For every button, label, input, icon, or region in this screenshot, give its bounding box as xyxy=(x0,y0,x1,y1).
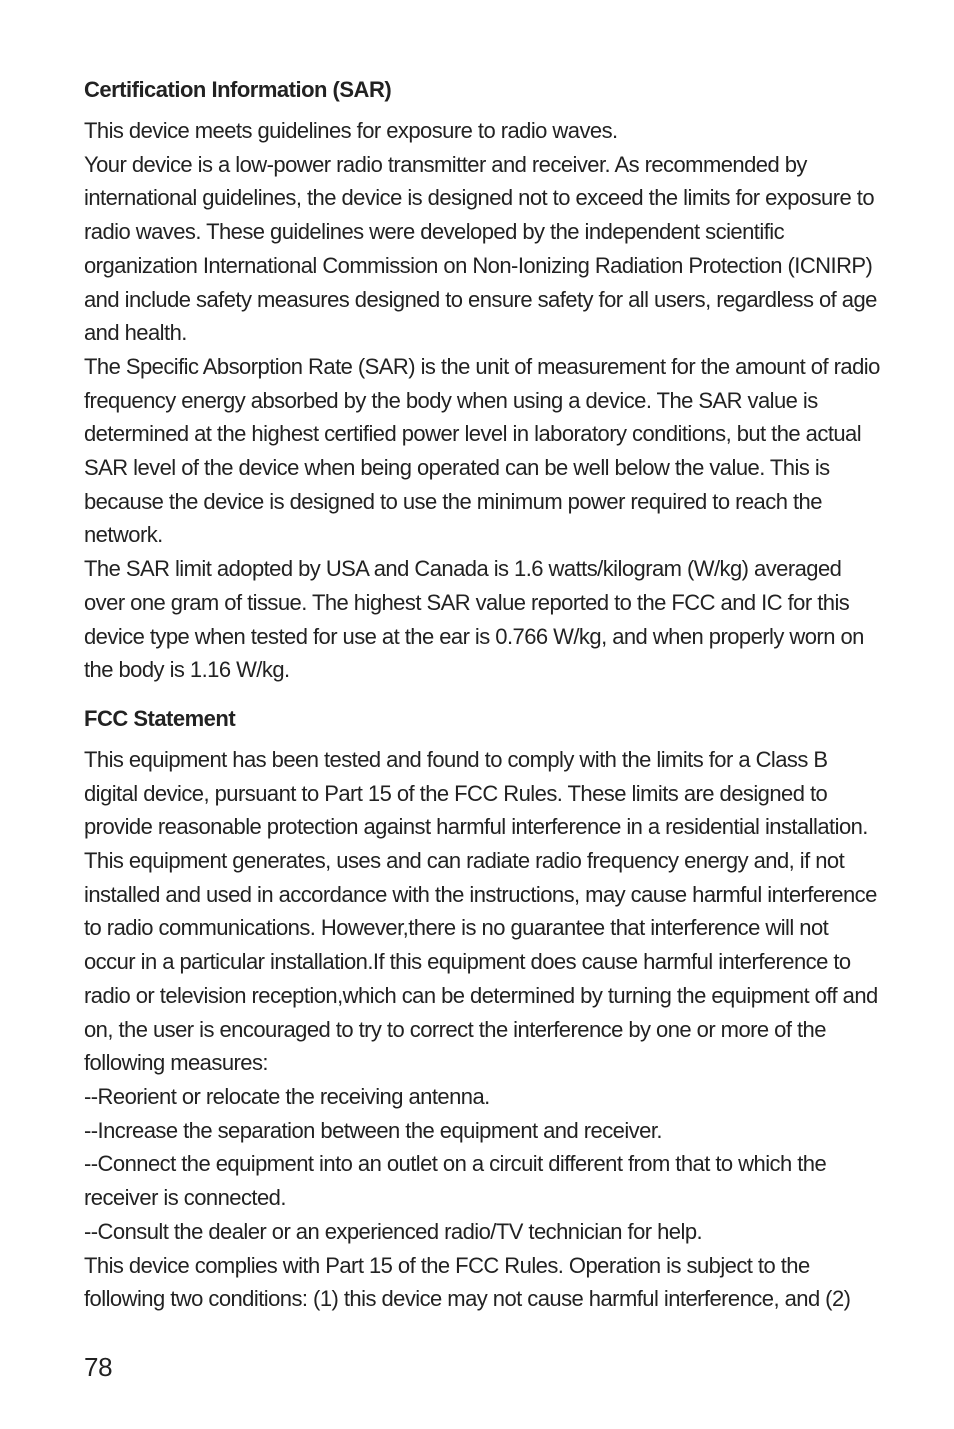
sar-paragraph-3: The Specific Absorption Rate (SAR) is the unit of measurement for the amount of radio frequency energy absorbed by the body when using a device. The SAR value is determined at the highest certified power level in laboratory conditions, but the actual SAR level of the device when being operated can be well below the value. This is because the device is designed to use the minimum power required to reach the network. xyxy=(84,353,880,548)
document-page xyxy=(84,74,884,1316)
sar-paragraph-2: Your device is a low-power radio transmitter and receiver. As recommended by international guidelines, the device is designed not to exceed the limits for exposure to radio waves. These guidelines were developed by the independent scientific organization International Commission on Non-Ionizing Radiation Protection (ICNIRP) and include safety measures designed to ensure safety for all users, regardless of age and health. xyxy=(84,151,877,346)
fcc-measure-4: --Consult the dealer or an experienced radio/TV technician for help. xyxy=(84,1218,703,1244)
fcc-section-title: FCC Statement xyxy=(84,705,236,731)
fcc-measure-3: --Connect the equipment into an outlet on a circuit different from that to which the receiver is connected. xyxy=(84,1151,827,1211)
sar-section-title: Certification Information (SAR) xyxy=(84,77,392,102)
page-number: 78 xyxy=(84,1352,113,1382)
sar-paragraph-1: This device meets guidelines for exposure to radio waves. xyxy=(84,118,618,143)
fcc-paragraph-1: This equipment has been tested and found to comply with the limits for a Class B digital device, pursuant to Part 15 of the FCC Rules. These limits are designed to provide reasonable protection against harmful interference in a residential installation. This equipment generates, uses and can radiate radio frequency energy and, if not installed and used in accordance with the instructions, may cause harmful interference to radio communications. However,there is no guarantee that interference will not occur in a particular installation.If this equipment does cause harmful interference to radio or television reception,which can be determined by turning the equipment off and on, the user is encouraged to try to correct the interference by one or more of the following measures: xyxy=(84,746,878,1076)
fcc-measure-2: --Increase the separation between the equipment and receiver. xyxy=(84,1117,662,1143)
fcc-paragraph-2: This device complies with Part 15 of the FCC Rules. Operation is subject to the following two conditions: (1) this device may not cause harmful interference, and (2) xyxy=(84,1252,851,1312)
fcc-measure-1: --Reorient or relocate the receiving antenna. xyxy=(84,1083,490,1109)
sar-paragraph-4: The SAR limit adopted by USA and Canada is 1.6 watts/kilogram (W/kg) averaged over one gram of tissue. The highest SAR value reported to the FCC and IC for this device type when tested for use at the ear is 0.766 W/kg, and when properly worn on the body is 1.16 W/kg. xyxy=(84,556,864,683)
